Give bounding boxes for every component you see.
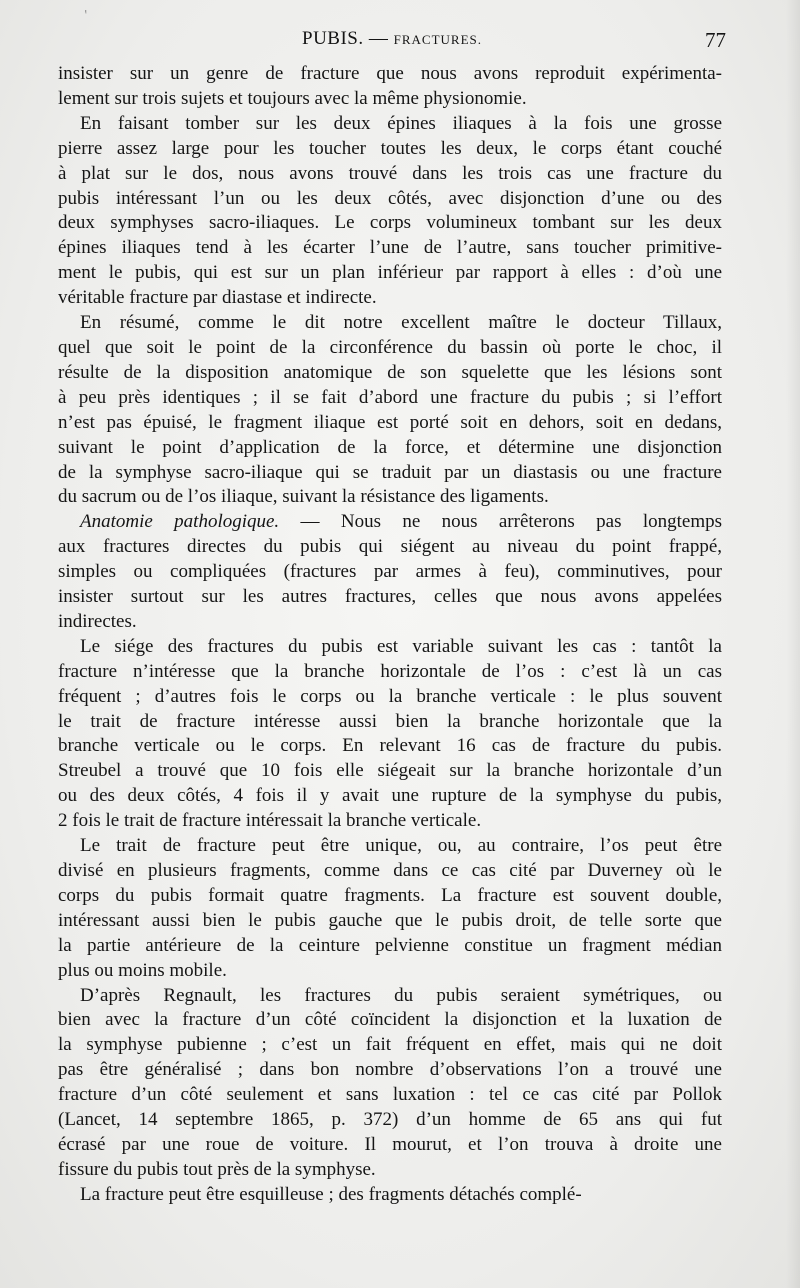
text-line: lement sur trois sujets et toujours avec la même physionomie.	[58, 87, 527, 109]
paragraph	[58, 62, 722, 112]
running-head	[58, 28, 726, 50]
line-text: — Nous ne nous arrêterons pas longtemps	[279, 511, 722, 533]
text-line: à peu près identiques ; il se fait d’abord une fracture du pubis ; si l’effort	[58, 386, 722, 408]
paragraph	[58, 112, 722, 311]
text-line: la symphyse pubienne ; c’est un fait fréquent en effet, mais qui ne doit	[58, 1034, 722, 1056]
text-line: véritable fracture par diastase et indirecte.	[58, 287, 377, 309]
text-line: écrasé par une roue de voiture. Il mourut, et l’on trouva à droite une	[58, 1133, 722, 1155]
text-line: plus ou moins mobile.	[58, 959, 227, 981]
text-line: à plat sur le dos, nous avons trouvé dans les trois cas une fracture du	[58, 162, 722, 184]
text-line: pierre assez large pour les toucher toutes les deux, le corps étant couché	[58, 137, 722, 159]
text-line: Streubel a trouvé que 10 fois elle siégeait sur la branche horizontale d’un	[58, 760, 722, 782]
text-line: le trait de fracture intéresse aussi bien la branche horizontale que la	[58, 710, 722, 732]
text-line: fréquent ; d’autres fois le corps ou la branche verticale : le plus souvent	[58, 685, 722, 707]
text-line: La fracture peut être esquilleuse ; des fragments détachés complé-	[80, 1183, 582, 1205]
text-line: suivant le point d’application de la force, et détermine une disjonction	[58, 436, 722, 458]
text-line: n’est pas épuisé, le fragment iliaque est porté soit en dehors, soit en dedans,	[58, 411, 722, 433]
paragraph	[58, 635, 722, 834]
text-line: épines iliaques tend à les écarter l’une de l’autre, sans toucher primitive-	[58, 237, 722, 259]
running-head-section: FRACTURES.	[393, 32, 482, 47]
text-line: 2 fois le trait de fracture intéressait la branche verticale.	[58, 810, 482, 832]
text-line: deux symphyses sacro-iliaques. Le corps volumineux tombant sur les deux	[58, 212, 722, 234]
text-line: pubis intéressant l’un ou les deux côtés, avec disjonction d’une ou des	[58, 187, 722, 209]
paragraph	[58, 1183, 722, 1208]
text-line: ou des deux côtés, 4 fois il y avait une rupture de la symphyse du pubis,	[58, 785, 722, 807]
text-line: insister surtout sur les autres fractures, celles que nous avons appelées	[58, 586, 722, 608]
paragraph	[58, 311, 722, 510]
text-line: de la symphyse sacro-iliaque qui se traduit par un diastasis ou une fracture	[58, 461, 722, 483]
text-line: aux fractures directes du pubis qui siégent au niveau du point frappé,	[58, 536, 722, 558]
text-line: branche verticale ou le corps. En relevant 16 cas de fracture du pubis.	[58, 735, 722, 757]
text-line: la partie antérieure de la ceinture pelvienne constitue un fragment médian	[58, 934, 722, 956]
text-line: Le siége des fractures du pubis est variable suivant les cas : tantôt la	[80, 635, 722, 657]
page-header	[58, 28, 726, 58]
text-line: insister sur un genre de fracture que nous avons reproduit expérimenta-	[58, 63, 722, 84]
text-line: du sacrum ou de l’os iliaque, suivant la résistance des ligaments.	[58, 486, 549, 508]
text-line: fracture d’un côté seulement et sans luxation : tel ce cas cité par Pollok	[58, 1084, 722, 1106]
text-line: corps du pubis formait quatre fragments. La fracture est souvent double,	[58, 884, 722, 906]
italic-section-heading: Anatomie pathologique.	[80, 511, 280, 533]
text-line: ment le pubis, qui est sur un plan inférieur par rapport à elles : d’où une	[58, 262, 722, 284]
paragraph	[58, 834, 722, 983]
page-number: 77	[705, 28, 726, 52]
text-line: simples ou compliquées (fractures par armes à feu), comminutives, pour	[58, 561, 722, 583]
text-line: pas être généralisé ; dans bon nombre d’observations l’on a trouvé une	[58, 1059, 722, 1081]
text-line: quel que soit le point de la circonférence du bassin où porte le choc, il	[58, 336, 722, 358]
text-line: résulte de la disposition anatomique de son squelette que les lésions sont	[58, 361, 722, 383]
paragraph	[58, 984, 722, 1183]
text-line: divisé en plusieurs fragments, comme dans ce cas cité par Duverney où le	[58, 860, 722, 881]
running-head-dash: —	[368, 28, 389, 49]
running-head-title: PUBIS.	[302, 28, 364, 49]
text-line: D’après Regnault, les fractures du pubis seraient symétriques, ou	[80, 984, 722, 1006]
text-line: fracture n’intéresse que la branche horizontale de l’os : c’est là un cas	[58, 660, 722, 682]
body-text	[58, 62, 722, 1208]
paragraph	[58, 510, 722, 635]
text-line: (Lancet, 14 septembre 1865, p. 372) d’un homme de 65 ans qui fut	[58, 1109, 722, 1131]
text-line: fissure du pubis tout près de la symphyse.	[58, 1158, 376, 1180]
stray-pen-mark: ′	[83, 7, 92, 24]
text-line: En résumé, comme le dit notre excellent maître le docteur Tillaux,	[80, 312, 722, 334]
text-line: En faisant tomber sur les deux épines iliaques à la fois une grosse	[80, 112, 722, 134]
scan-edge-shadow	[786, 0, 800, 1288]
text-line: Le trait de fracture peut être unique, ou, au contraire, l’os peut être	[80, 835, 722, 857]
text-line: bien avec la fracture d’un côté coïncident la disjonction et la luxation de	[58, 1009, 722, 1031]
text-line: indirectes.	[58, 610, 137, 632]
text-line: intéressant aussi bien le pubis gauche que le pubis droit, de telle sorte que	[58, 909, 722, 931]
text-line	[58, 510, 722, 535]
